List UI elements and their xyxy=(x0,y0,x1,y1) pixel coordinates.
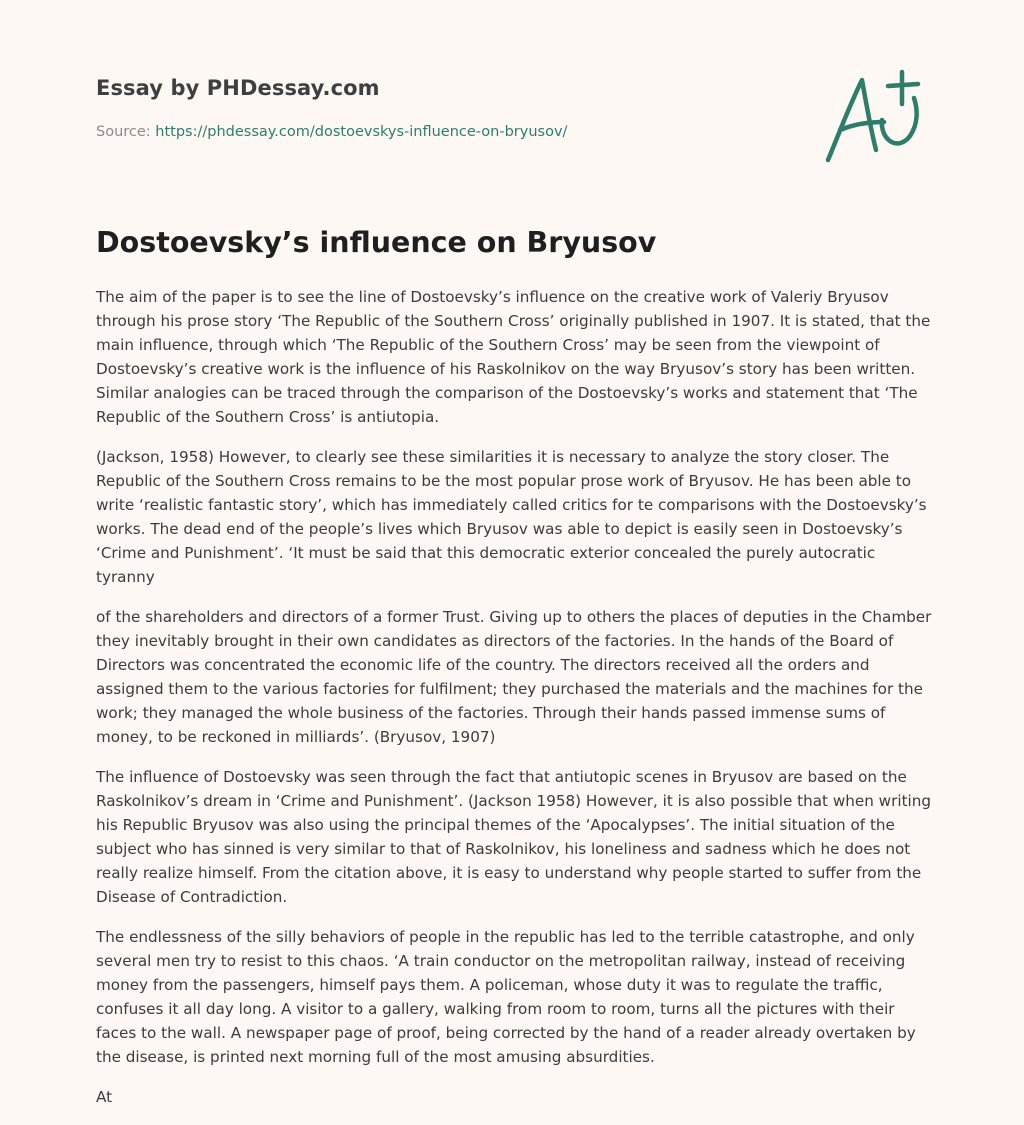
essay-paragraph: At xyxy=(96,1088,113,1106)
essay-title: Dostoevsky’s influence on Bryusov xyxy=(96,226,657,259)
essay-paragraph: The influence of Dostoevsky was seen through the fact that antiutopic scenes in Bryusov are based on the Raskolnikov’s dream in ‘Crime and Punishment’. (Jackson 1958) However, it is also possible that when writing his Republic Bryusov was also using the principal themes of the ‘Apocalypses’. The initial situation of the subject who has sinned is very similar to that of Raskolnikov, his loneliness and sadness which he does not really realize himself. From the citation above, it is easy to understand why people started to suffer from the Disease of Contradiction. xyxy=(96,768,932,906)
essay-body xyxy=(96,285,932,1125)
site-title: Essay by PHDessay.com xyxy=(96,76,380,100)
essay-paragraph: of the shareholders and directors of a former Trust. Giving up to others the places of deputies in the Chamber they inevitably brought in their own candidates as directors of the factories. In the hands of the Board of Directors was concentrated the economic life of the country. The directors received all the orders and assigned them to the various factories for fulfilment; they purchased the materials and the machines for the work; they managed the whole business of the factories. Through their hands passed immense sums of money, to be reckoned in milliards’. (Bryusov, 1907) xyxy=(96,608,932,746)
essay-paragraph: (Jackson, 1958) However, to clearly see these similarities it is necessary to analyze the story closer. The Republic of the Southern Cross remains to be the most popular prose work of Bryusov. He has been able to write ‘realistic fantastic story’, which has immediately called critics for te comparisons with the Dostoevsky’s works. The dead end of the people’s lives which Bryusov was able to depict is easily seen in Dostoevsky’s ‘Crime and Punishment’. ‘It must be said that this democratic exterior concealed the purely autocratic tyranny xyxy=(96,448,927,586)
essay-paragraph: The endlessness of the silly behaviors of people in the republic has led to the terrible catastrophe, and only several men try to resist to this chaos. ‘A train conductor on the metropolitan railway, instead of receiving money from the passengers, himself pays them. A policeman, whose duty it was to regulate the traffic, confuses it all day long. A visitor to a gallery, walking from room to room, turns all the pictures with their faces to the wall. A newspaper page of proof, being corrected by the hand of a reader already overtaken by the disease, is printed next morning full of the most amusing absurdities. xyxy=(96,928,916,1066)
source-line xyxy=(96,124,567,140)
a-plus-grade-logo-icon xyxy=(818,66,930,166)
source-link[interactable]: https://phdessay.com/dostoevskys-influence-on-bryusov/ xyxy=(155,124,568,140)
source-label: Source: xyxy=(96,124,151,140)
essay-paragraph: The aim of the paper is to see the line of Dostoevsky’s influence on the creative work of Valeriy Bryusov through his prose story ‘The Republic of the Southern Cross’ originally published in 1907. It is stated, that the main influence, through which ‘The Republic of the Southern Cross’ may be seen from the viewpoint of Dostoevsky’s creative work is the influence of his Raskolnikov on the way Bryusov’s story has been written. Similar analogies can be traced through the comparison of the Dostoevsky’s works and statement that ‘The Republic of the Southern Cross’ is antiutopia. xyxy=(96,288,931,426)
